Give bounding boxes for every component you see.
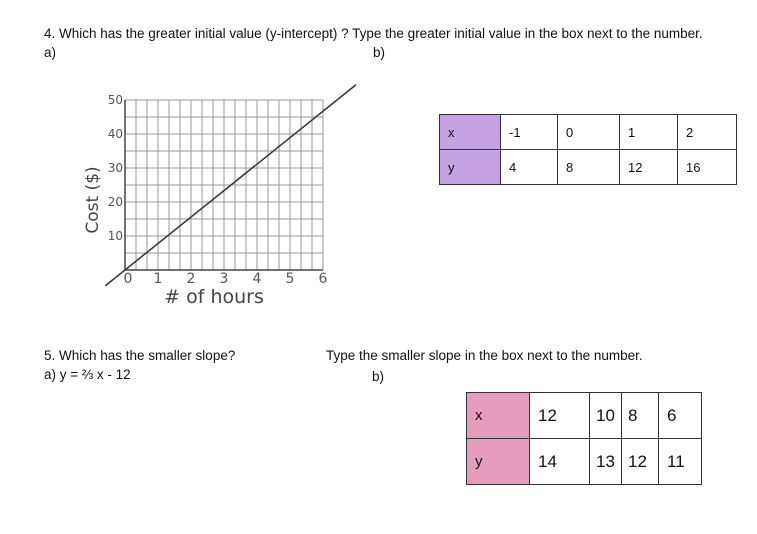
question-5-prompt: 5. Which has the smaller slope?	[44, 348, 236, 363]
table-cell: 1	[620, 115, 678, 150]
cost-vs-hours-graph	[80, 70, 370, 320]
table-row-y	[440, 150, 737, 185]
table-cell: 2	[678, 115, 737, 150]
table-cell: 12	[530, 393, 590, 439]
table-cell: 8	[558, 150, 620, 185]
table-header-x: x	[440, 115, 501, 150]
y-tick-label: 40	[107, 127, 123, 141]
question-5-part-a-equation: a) y = ⅔ x - 12	[44, 367, 131, 382]
x-tick-label: 4	[252, 271, 262, 287]
table-row-x	[440, 115, 737, 150]
x-axis-title: # of hours	[164, 286, 264, 308]
x-tick-label: 1	[153, 271, 163, 287]
y-tick-label: 50	[107, 93, 123, 107]
x-tick-label: 5	[285, 271, 295, 287]
y-tick-label: 10	[107, 229, 123, 243]
question-4-part-a-label: a)	[44, 45, 57, 60]
question-5-instruction: Type the smaller slope in the box next to the number.	[326, 348, 643, 363]
question-4-value-table	[439, 114, 737, 185]
question-4-prompt: 4. Which has the greater initial value (y-intercept) ? Type the greater initial value in the box next to the number.	[44, 26, 703, 41]
table-header-x: x	[467, 393, 530, 439]
table-cell: 14	[530, 439, 590, 485]
question-4-part-b-label: b)	[373, 45, 386, 60]
x-tick-label: 6	[318, 271, 328, 287]
table-cell: 4	[501, 150, 558, 185]
table-header-y: y	[440, 150, 501, 185]
table-row-x	[467, 393, 702, 439]
table-cell: 10	[590, 393, 622, 439]
table-cell: 11	[659, 439, 702, 485]
question-5-value-table	[466, 392, 702, 485]
x-tick-labels	[124, 271, 328, 287]
table-cell: 12	[620, 150, 678, 185]
table-header-y: y	[467, 439, 530, 485]
x-tick-label: 0	[123, 271, 133, 287]
table-cell: 12	[622, 439, 659, 485]
y-axis-title: Cost ($)	[83, 166, 103, 234]
table-row-y	[467, 439, 702, 485]
x-tick-label: 3	[219, 271, 229, 287]
table-cell: 0	[558, 115, 620, 150]
question-5-part-b-label: b)	[372, 369, 385, 384]
table-cell: 8	[622, 393, 659, 439]
y-tick-label: 30	[107, 161, 123, 175]
graph-grid	[125, 100, 323, 270]
table-cell: 13	[590, 439, 622, 485]
table-cell: -1	[501, 115, 558, 150]
y-tick-labels	[108, 93, 123, 243]
x-tick-label: 2	[186, 271, 196, 287]
table-cell: 6	[659, 393, 702, 439]
table-cell: 16	[678, 150, 737, 185]
y-tick-label: 20	[107, 195, 123, 209]
